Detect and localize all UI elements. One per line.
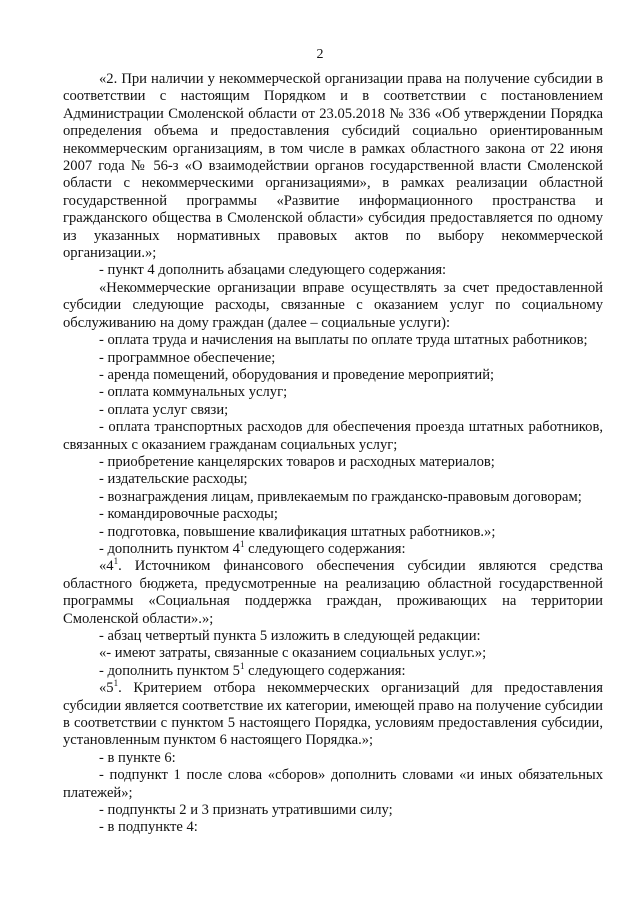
document-body xyxy=(63,71,603,837)
list-item-stationery: - приобретение канцелярских товаров и расходных материалов; xyxy=(99,453,495,470)
text-segment: - дополнить пунктом 5 xyxy=(99,662,240,679)
superscript: 1 xyxy=(113,678,119,689)
list-item-transport: - оплата транспортных расходов для обеспечения проезда штатных работников, связанных с оказанием гражданам социальных услуг; xyxy=(63,419,603,453)
list-item-contract-fees: - вознаграждения лицам, привлекаемым по гражданско-правовым договорам; xyxy=(99,488,582,505)
text-segment: «5 xyxy=(99,680,114,697)
list-item-training: - подготовка, повышение квалификация штатных работников.»; xyxy=(99,523,496,540)
paragraph-expenses-intro: «Некоммерческие организации вправе осуществлять за счет предоставленной субсидии следующие расходы, связанные с оказанием услуг по социальному обслуживанию на дому граждан (далее – социальные услуги): xyxy=(63,279,603,331)
superscript: 1 xyxy=(239,660,245,671)
list-item-labor: - оплата труда и начисления на выплаты по оплате труда штатных работников; xyxy=(99,332,588,349)
paragraph-point-4-1 xyxy=(63,558,603,628)
paragraph-amend-point-5: - абзац четвертый пункта 5 изложить в следующей редакции: xyxy=(99,628,481,644)
text-segment: . Источником финансового обеспечения субсидии являются средства областного бюджета, предусмотренные на реализацию областной государственной программы «Социальная поддержка граждан, проживающих на территории Смоленской области».»; xyxy=(63,558,603,627)
paragraph-add-point-4-1 xyxy=(63,541,603,558)
paragraph-intro: «2. При наличии у некоммерческой организации права на получение субсидии в соответствии с настоящим Порядком и в соответствии с постановлением Администрации Смоленской области от 23.05.2018 № 336 «Об утверждении Порядка определения объема и предоставления субсидий социально ориентированным некоммерческим организациям, в том числе в рамках областного закона от 22 июня 2007 года № 56-з «О взаимодействии органов государственной власти Смоленской области с некоммерческими организациями», в рамках реализации областной государственной программы «Развитие информационного пространства и гражданского общества в Смоленской области» субсидия предоставляется по одному из указанных нормативных правовых актов по выбору некоммерческой организации.»; xyxy=(63,71,603,262)
page-number: 2 xyxy=(316,47,324,62)
superscript: 1 xyxy=(113,556,119,567)
text-segment: следующего содержания: xyxy=(244,540,406,557)
list-item-utilities: - оплата коммунальных услуг; xyxy=(99,384,288,401)
list-item-publishing: - издательские расходы; xyxy=(99,471,248,488)
paragraph-new-text-point-5: «- имеют затраты, связанные с оказанием социальных услуг.»; xyxy=(99,645,487,662)
paragraph-subpoint-1: - подпункт 1 после слова «сборов» дополнить словами «и иных обязательных платежей»; xyxy=(63,767,603,801)
paragraph-point-6: - в пункте 6: xyxy=(99,749,176,766)
list-item-communication: - оплата услуг связи; xyxy=(99,401,229,418)
superscript: 1 xyxy=(239,539,245,550)
paragraph-subpoint-4: - в подпункте 4: xyxy=(99,819,198,836)
list-item-rent: - аренда помещений, оборудования и проведение мероприятий; xyxy=(99,366,495,383)
list-item-travel: - командировочные расходы; xyxy=(99,506,278,523)
text-segment: - дополнить пунктом 4 xyxy=(99,540,240,557)
text-segment: . Критерием отбора некоммерческих организаций для предоставления субсидии является соответствие их категории, имеющей право на получение субсидии в соответствии с пунктом 5 настоящего Порядка, условиям предоставления субсидии, установленным пунктом 6 настоящего Порядка.»; xyxy=(63,680,603,749)
list-item-software: - программное обеспечение; xyxy=(99,349,276,366)
paragraph-add-point-5-1 xyxy=(63,660,603,680)
paragraph-amend-point-4: - пункт 4 дополнить абзацами следующего содержания: xyxy=(99,262,447,279)
paragraph-point-5-1 xyxy=(63,680,603,750)
text-segment: «4 xyxy=(99,558,114,575)
text-segment: следующего содержания: xyxy=(244,662,406,679)
paragraph-subpoints-2-3: - подпункты 2 и 3 признать утратившими силу; xyxy=(99,802,393,819)
